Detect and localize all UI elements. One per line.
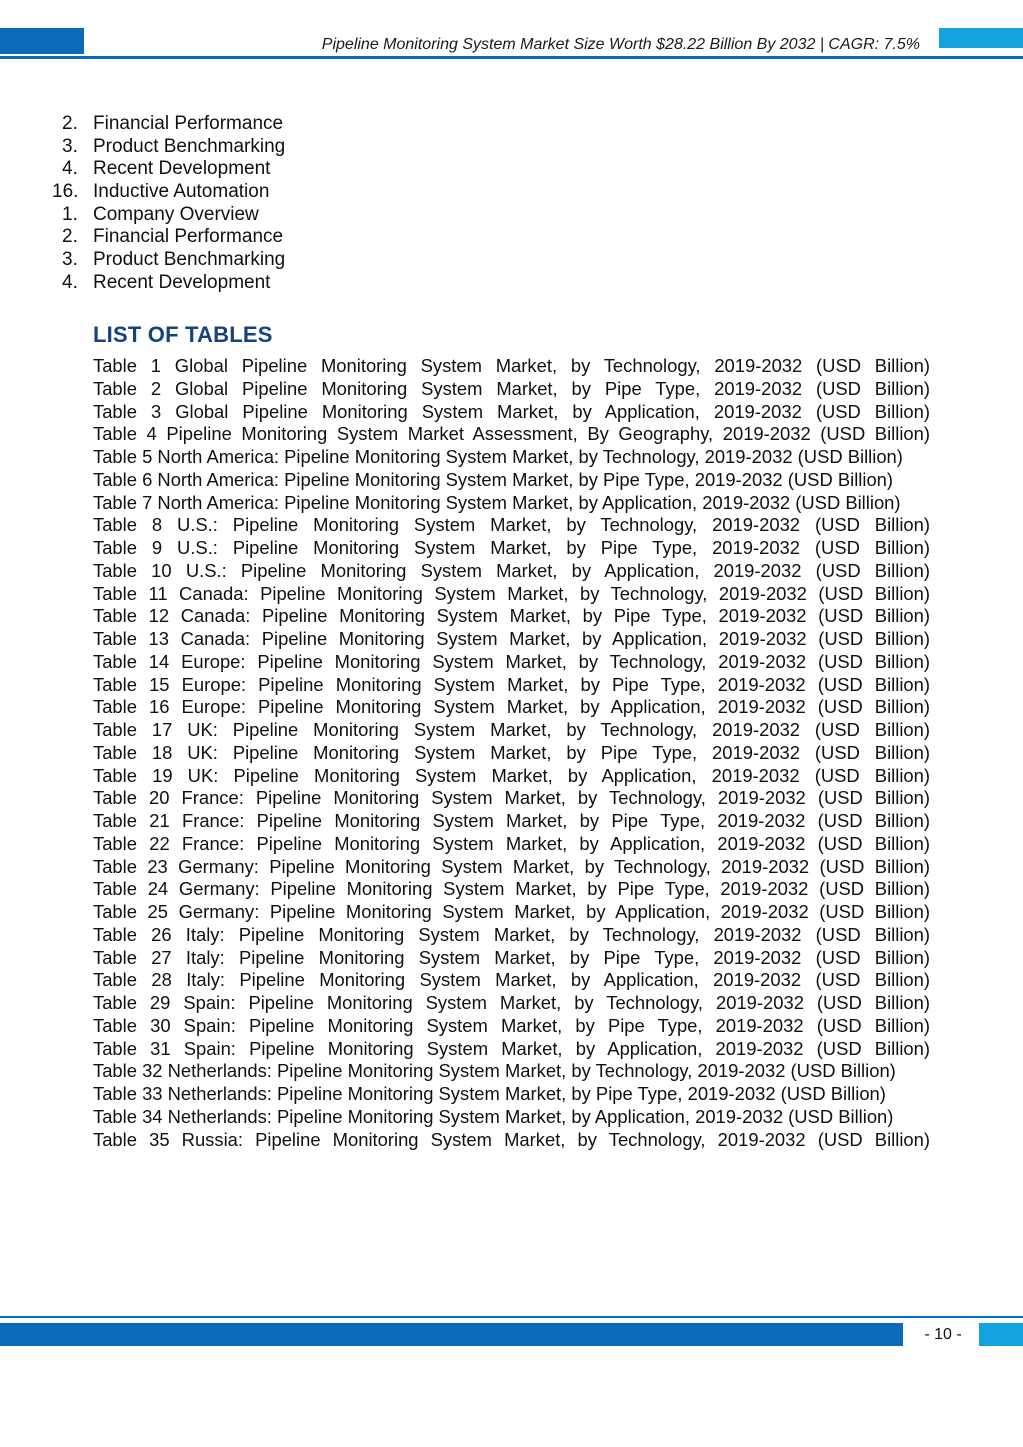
table-entry[interactable]: Table 32 Netherlands: Pipeline Monitoring System Market, by Technology, 2019-2032 (USD Billion): [93, 1060, 896, 1082]
table-entry[interactable]: Table 20 France: Pipeline Monitoring System Market, by Technology, 2019-2032 (USD Billion): [93, 787, 930, 809]
header-accent-block-right: [939, 28, 1023, 48]
table-entry[interactable]: Table 3 Global Pipeline Monitoring System Market, by Application, 2019-2032 (USD Billion): [93, 400, 930, 422]
toc-item-label: Financial Performance: [93, 113, 284, 134]
table-entry[interactable]: Table 31 Spain: Pipeline Monitoring System Market, by Application, 2019-2032 (USD Billion): [93, 1037, 930, 1059]
header-rule: [0, 56, 1023, 59]
toc-item-label: Recent Development: [93, 158, 271, 180]
toc-item[interactable]: [52, 113, 285, 136]
toc-item[interactable]: [52, 249, 285, 272]
toc-item-number: 16.: [52, 181, 79, 203]
table-entry[interactable]: Table 11 Canada: Pipeline Monitoring System Market, by Technology, 2019-2032 (USD Billion): [93, 582, 930, 604]
table-entry[interactable]: Table 17 UK: Pipeline Monitoring System Market, by Technology, 2019-2032 (USD Billion): [93, 719, 930, 740]
toc-item-label: Recent Development: [93, 271, 271, 293]
toc-item-number: 1.: [62, 203, 78, 225]
toc-item-label: Product Benchmarking: [93, 249, 286, 271]
toc-item-number: 2.: [62, 113, 78, 134]
table-entry[interactable]: Table 22 France: Pipeline Monitoring System Market, by Application, 2019-2032 (USD Billion): [93, 832, 930, 854]
toc-item-number: 2.: [62, 226, 78, 248]
table-entry[interactable]: Table 10 U.S.: Pipeline Monitoring System Market, by Application, 2019-2032 (USD Billion): [93, 559, 930, 581]
table-entry[interactable]: Table 29 Spain: Pipeline Monitoring System Market, by Technology, 2019-2032 (USD Billion): [93, 992, 930, 1013]
section-heading: LIST OF TABLES: [93, 322, 273, 347]
table-entry[interactable]: Table 2 Global Pipeline Monitoring System Market, by Pipe Type, 2019-2032 (USD Billion): [93, 377, 930, 399]
table-entry[interactable]: Table 16 Europe: Pipeline Monitoring System Market, by Application, 2019-2032 (USD Billion): [93, 696, 930, 718]
table-entry[interactable]: Table 13 Canada: Pipeline Monitoring System Market, by Application, 2019-2032 (USD Billion): [93, 628, 930, 649]
table-entry[interactable]: Table 5 North America: Pipeline Monitoring System Market, by Technology, 2019-2032 (USD Billion): [93, 446, 903, 467]
table-entry[interactable]: Table 27 Italy: Pipeline Monitoring System Market, by Pipe Type, 2019-2032 (USD Billion): [93, 946, 930, 968]
table-entry[interactable]: Table 33 Netherlands: Pipeline Monitoring System Market, by Pipe Type, 2019-2032 (USD Billion): [93, 1083, 886, 1104]
footer-bar: [0, 1323, 903, 1346]
toc-item[interactable]: [52, 226, 285, 249]
table-entry[interactable]: Table 25 Germany: Pipeline Monitoring System Market, by Application, 2019-2032 (USD Billion): [93, 901, 930, 922]
table-entry[interactable]: Table 30 Spain: Pipeline Monitoring System Market, by Pipe Type, 2019-2032 (USD Billion): [93, 1014, 930, 1036]
header-accent-block-left: [0, 28, 84, 54]
toc-item-number: 4.: [62, 271, 78, 293]
toc-item[interactable]: [52, 204, 285, 227]
table-entry[interactable]: Table 28 Italy: Pipeline Monitoring System Market, by Application, 2019-2032 (USD Billion): [93, 969, 930, 991]
header-title: Pipeline Monitoring System Market Size Worth $28.22 Billion By 2032 | CAGR: 7.5%: [321, 36, 920, 53]
toc-item-number: 3.: [62, 249, 78, 271]
toc-item[interactable]: [52, 136, 285, 159]
table-entry[interactable]: Table 7 North America: Pipeline Monitoring System Market, by Application, 2019-2032 (USD Billion): [93, 491, 901, 513]
toc-item-number: 4.: [62, 158, 78, 180]
table-entry[interactable]: Table 19 UK: Pipeline Monitoring System Market, by Application, 2019-2032 (USD Billion): [93, 764, 930, 786]
toc-item-label: Company Overview: [93, 203, 259, 225]
toc-item-label: Financial Performance: [93, 226, 284, 248]
table-entry[interactable]: Table 24 Germany: Pipeline Monitoring System Market, by Pipe Type, 2019-2032 (USD Billion): [93, 878, 930, 900]
table-entry[interactable]: Table 34 Netherlands: Pipeline Monitoring System Market, by Application, 2019-2032 (USD Billion): [93, 1105, 894, 1127]
toc-item-label: Product Benchmarking: [93, 135, 286, 157]
toc-item[interactable]: [52, 272, 285, 295]
tables-list: [93, 355, 930, 1151]
table-entry[interactable]: Table 35 Russia: Pipeline Monitoring System Market, by Technology, 2019-2032 (USD Billion): [93, 1128, 930, 1150]
table-entry[interactable]: Table 21 France: Pipeline Monitoring System Market, by Pipe Type, 2019-2032 (USD Billion): [93, 810, 930, 831]
page-number: - 10 -: [924, 1326, 962, 1343]
table-entry[interactable]: Table 1 Global Pipeline Monitoring System Market, by Technology, 2019-2032 (USD Billion): [93, 355, 930, 376]
toc-list: [52, 113, 285, 295]
table-entry[interactable]: Table 26 Italy: Pipeline Monitoring System Market, by Technology, 2019-2032 (USD Billion): [93, 923, 930, 945]
table-entry[interactable]: Table 6 North America: Pipeline Monitoring System Market, by Pipe Type, 2019-2032 (USD Billion): [93, 468, 894, 490]
toc-item-label: Inductive Automation: [93, 181, 270, 203]
footer-rule: [0, 1316, 1023, 1318]
table-entry[interactable]: Table 4 Pipeline Monitoring System Market Assessment, By Geography, 2019-2032 (USD Billion): [93, 423, 930, 445]
table-entry[interactable]: Table 15 Europe: Pipeline Monitoring System Market, by Pipe Type, 2019-2032 (USD Billion): [93, 673, 930, 695]
table-entry[interactable]: Table 23 Germany: Pipeline Monitoring System Market, by Technology, 2019-2032 (USD Billion): [93, 855, 930, 877]
table-entry[interactable]: Table 8 U.S.: Pipeline Monitoring System Market, by Technology, 2019-2032 (USD Billion): [93, 514, 930, 536]
footer-accent-block-right: [979, 1323, 1023, 1346]
table-entry[interactable]: Table 9 U.S.: Pipeline Monitoring System Market, by Pipe Type, 2019-2032 (USD Billion): [93, 537, 930, 558]
table-entry[interactable]: Table 14 Europe: Pipeline Monitoring System Market, by Technology, 2019-2032 (USD Billion): [93, 650, 930, 672]
toc-item[interactable]: [52, 158, 285, 181]
table-entry[interactable]: Table 18 UK: Pipeline Monitoring System Market, by Pipe Type, 2019-2032 (USD Billion): [93, 741, 930, 763]
table-entry[interactable]: Table 12 Canada: Pipeline Monitoring System Market, by Pipe Type, 2019-2032 (USD Billion): [93, 605, 930, 627]
toc-item[interactable]: [52, 181, 285, 204]
toc-item-number: 3.: [62, 135, 78, 157]
